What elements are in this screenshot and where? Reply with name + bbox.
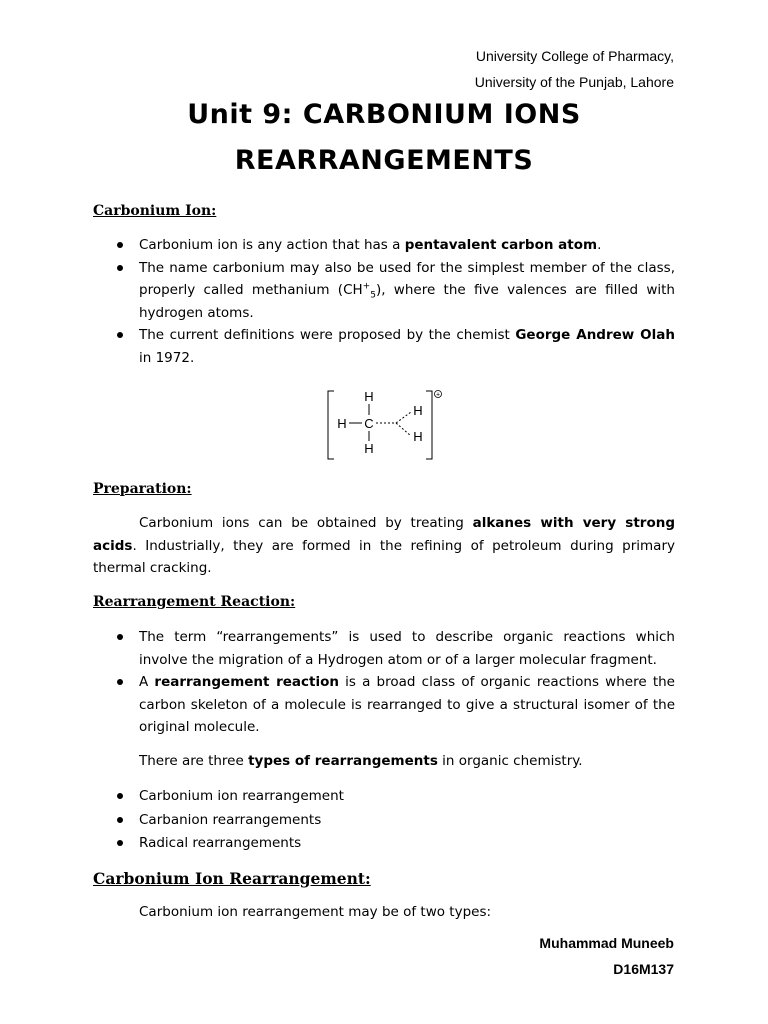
bullet-term-rearrangements: The term “rearrangements” is used to describe organic reactions which involve the migration of a Hydrogen atom or of a larger molecular fragment. xyxy=(139,626,675,671)
student-id: D16M137 xyxy=(613,961,674,977)
atom-h-bottom: H xyxy=(364,441,374,456)
heading-preparation: Preparation: xyxy=(93,481,192,497)
bond-upper-right-dashed xyxy=(396,412,411,423)
atom-h-upper-right: H xyxy=(413,403,423,418)
ion-rearrangement-intro: Carbonium ion rearrangement may be of two types: xyxy=(139,904,492,920)
atom-h-lower-right: H xyxy=(413,429,423,444)
carbonium-bullet-list xyxy=(139,234,675,369)
positive-charge-symbol: + xyxy=(435,391,441,399)
rearrangement-bullet-list xyxy=(139,626,675,739)
atom-h-left: H xyxy=(337,416,347,431)
bullet-carbonium-definition: Carbonium ion is any action that has a pentavalent carbon atom. xyxy=(139,234,675,257)
rearrangement-types-list xyxy=(139,785,675,856)
type-item-carbanion: Carbanion rearrangements xyxy=(139,809,675,833)
heading-rearrangement-reaction: Rearrangement Reaction: xyxy=(93,594,296,610)
preparation-paragraph: Carbonium ions can be obtained by treating alkanes with very strong acids. Industrially, they are formed in the refining of petroleum during primary thermal cracking. xyxy=(93,515,676,576)
heading-carbonium-ion-rearrangement: Carbonium Ion Rearrangement: xyxy=(93,869,371,888)
page-title-line-2: REARRANGEMENTS xyxy=(234,145,534,176)
right-bracket xyxy=(426,391,432,459)
type-item-radical: Radical rearrangements xyxy=(139,832,675,856)
atom-h-top: H xyxy=(364,389,374,404)
author-name: Muhammad Muneeb xyxy=(539,935,674,951)
methanium-structure-diagram xyxy=(320,385,450,465)
bullet-rearrangement-reaction: A rearrangement reaction is a broad class of organic reactions where the carbon skeleton of a molecule is rearranged to give a structural isomer of the original molecule. xyxy=(139,671,675,739)
bullet-methanium: The name carbonium may also be used for the simplest member of the class, properly called methanium $(CH^+_5)$, where the five valences are filled with hydrogen atoms. xyxy=(139,257,675,325)
page-title-line-1: Unit 9: CARBONIUM IONS xyxy=(187,99,581,130)
left-bracket xyxy=(328,391,334,459)
bond-lower-right-dashed xyxy=(396,423,411,436)
institution-line-1: University College of Pharmacy, xyxy=(475,48,674,64)
types-intro-line: There are three types of rearrangements in organic chemistry. xyxy=(139,753,583,769)
institution-line-2: University of the Punjab, Lahore xyxy=(474,74,674,90)
atom-c-center: C xyxy=(364,416,374,431)
bullet-olah: The current definitions were proposed by the chemist George Andrew Olah in 1972. xyxy=(139,324,675,369)
type-item-carbonium: Carbonium ion rearrangement xyxy=(139,785,675,809)
heading-carbonium-ion: Carbonium Ion: xyxy=(93,203,217,219)
